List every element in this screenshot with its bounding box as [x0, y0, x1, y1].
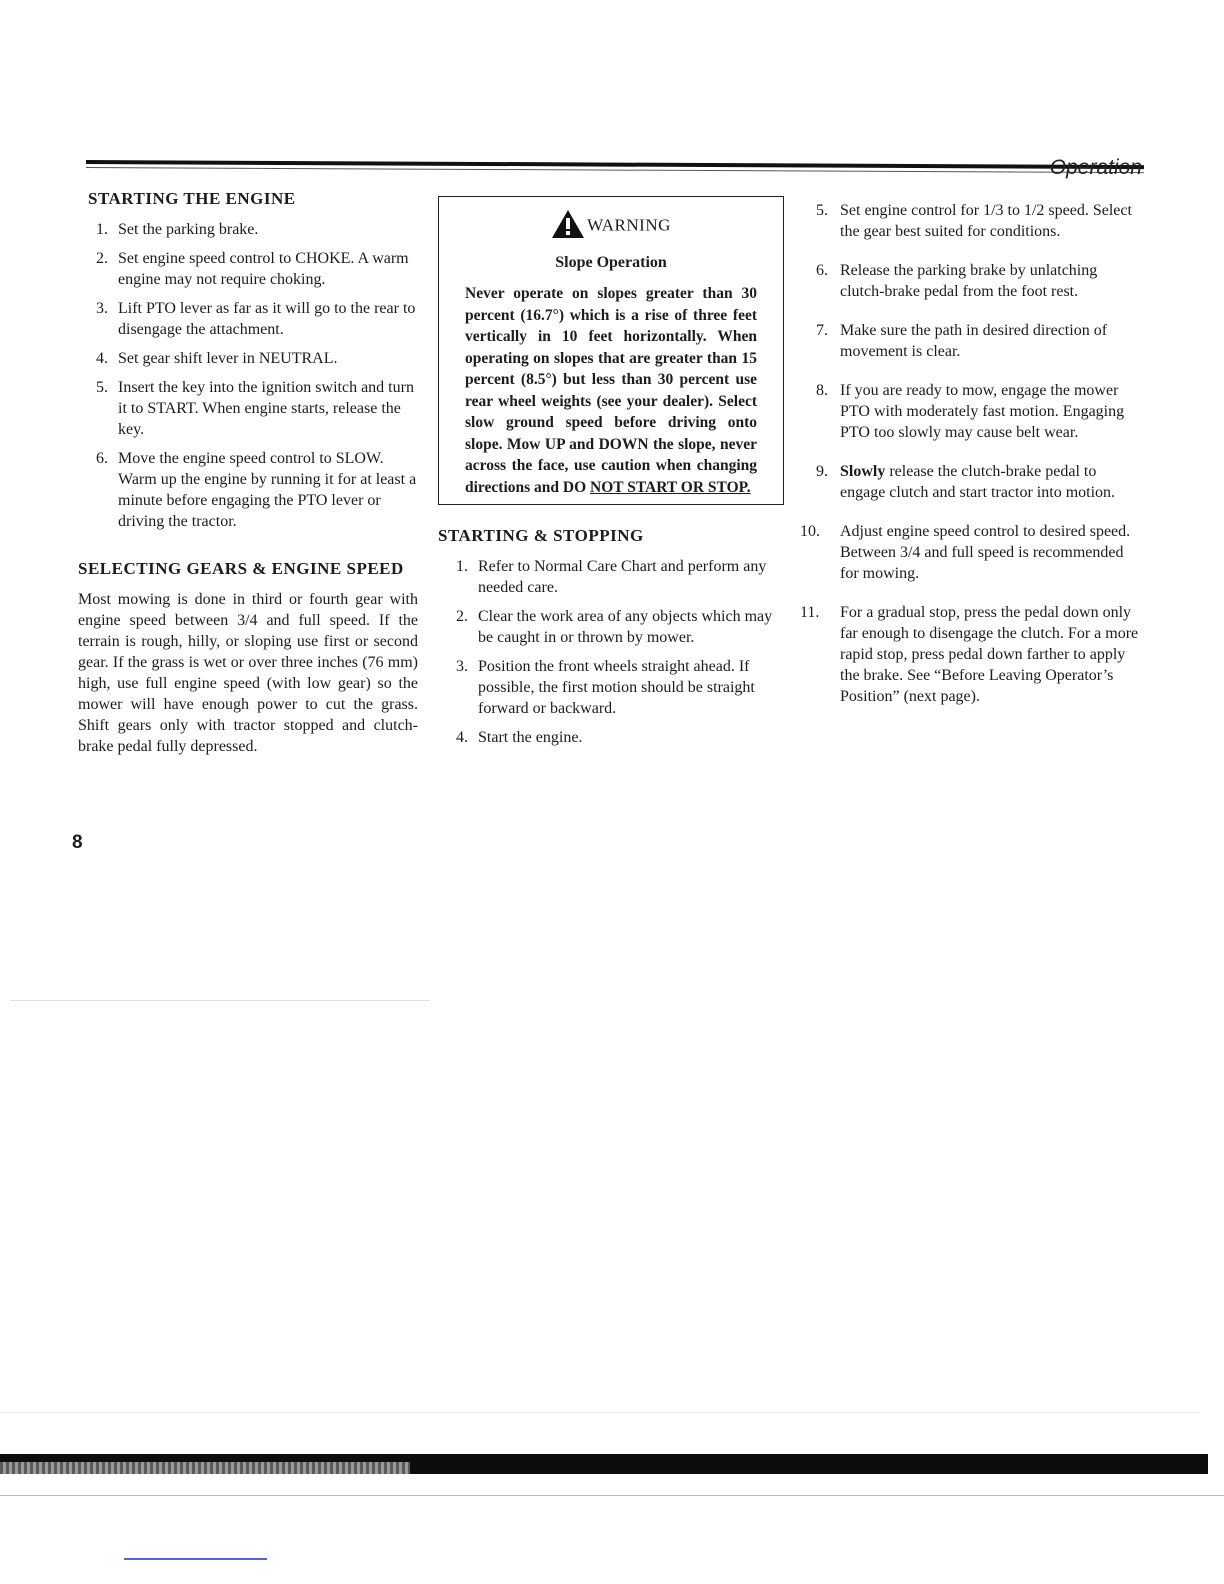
- starting-engine-steps: [78, 219, 418, 532]
- selecting-gears-body: Most mowing is done in third or fourth gear with engine speed between 3/4 and full speed. If the terrain is rough, hilly, or sloping use first or second gear. If the grass is wet or over three inches (76 mm) high, use full engine speed (with low gear) so the mower will have enough power to cut the grass. Shift gears only with tractor stopped and clutch-brake pedal fully depressed.: [78, 591, 418, 755]
- step-number: 8.: [816, 382, 828, 399]
- selecting-gears-heading: SELECTING GEARS & ENGINE SPEED: [78, 559, 404, 578]
- warning-text: Never operate on slopes greater than 30 percent (16.7°) which is a rise of three feet vertically in 10 feet horizontally. When operating on slopes that are greater than 15 percent (8.5°) but less than 30 percent use rear wheel weights (see your dealer). Select slow ground speed before driving onto slope. Mow UP and DOWN the slope, never across the face, use caution when changing directions and DO: [465, 285, 757, 496]
- list-item: [78, 219, 418, 240]
- page-number: 8: [72, 832, 83, 853]
- step-text: Clear the work area of any objects which may be caught in or thrown by mower.: [478, 608, 773, 646]
- starting-stopping-heading: STARTING & STOPPING: [438, 526, 644, 545]
- step-text: Set engine control for 1/3 to 1/2 speed. Select the gear best suited for conditions.: [840, 202, 1132, 240]
- step-text: If you are ready to mow, engage the mower PTO with moderately fast motion. Engaging PTO too slowly may cause belt wear.: [840, 382, 1125, 441]
- list-item: [798, 200, 1140, 242]
- list-item: [78, 377, 418, 440]
- footer-bar-texture: [0, 1462, 410, 1474]
- step-number: 2.: [456, 608, 468, 625]
- warning-box: [438, 196, 784, 505]
- step-text: Release the parking brake by unlatching clutch-brake pedal from the foot rest.: [840, 262, 1098, 300]
- step-number: 1.: [96, 221, 108, 238]
- list-item: [798, 521, 1140, 584]
- step-number: 3.: [96, 300, 108, 317]
- step-text: Move the engine speed control to SLOW. Warm up the engine by running it for at least a minute before engaging the PTO lever or driving the tractor.: [118, 450, 417, 530]
- warning-body: [465, 283, 757, 498]
- list-item: [78, 248, 418, 290]
- warning-emphasis: NOT START OR STOP.: [590, 478, 751, 496]
- step-number: 11.: [800, 604, 820, 621]
- step-text: Insert the key into the ignition switch and turn it to START. When engine starts, release the key.: [118, 379, 414, 438]
- list-item: [438, 727, 784, 748]
- warning-subheading: Slope Operation: [555, 254, 667, 271]
- step-text: Refer to Normal Care Chart and perform any needed care.: [478, 558, 767, 596]
- list-item: [78, 298, 418, 340]
- step-number: 4.: [96, 350, 108, 367]
- step-text: Position the front wheels straight ahead. If possible, the first motion should be straight forward or backward.: [478, 658, 755, 717]
- step-text: Set gear shift lever in NEUTRAL.: [118, 350, 338, 367]
- step-text: Set engine speed control to CHOKE. A warm engine may not require choking.: [118, 250, 409, 288]
- list-item: [78, 448, 418, 532]
- step-number: 5.: [816, 202, 828, 219]
- step-text: Start the engine.: [478, 729, 583, 746]
- list-item: [438, 606, 784, 648]
- warning-heading: WARNING: [587, 215, 671, 235]
- step-number: 2.: [96, 250, 108, 267]
- column-right: [798, 200, 1140, 725]
- scan-noise: [0, 1412, 1200, 1413]
- step-text: release the clutch-brake pedal to engage clutch and start tractor into motion.: [840, 463, 1116, 501]
- link-underline: [124, 1558, 267, 1560]
- step-number: 6.: [96, 450, 108, 467]
- step-number: 3.: [456, 658, 468, 675]
- warning-triangle-icon: [551, 209, 585, 244]
- step-text: For a gradual stop, press the pedal down only far enough to disengage the clutch. For a more rapid stop, press pedal down farther to apply the brake. See “Before Leaving Operator’s Position” (next page).: [840, 604, 1139, 705]
- step-number: 7.: [816, 322, 828, 339]
- step-text: Adjust engine speed control to desired speed. Between 3/4 and full speed is recommended for mowing.: [840, 523, 1131, 582]
- starting-stopping-steps: [438, 556, 784, 748]
- list-item: [798, 602, 1140, 707]
- step-number: 10.: [800, 523, 820, 540]
- list-item: [438, 556, 784, 598]
- step-number: 4.: [456, 729, 468, 746]
- list-item: [798, 260, 1140, 302]
- list-item: [78, 348, 418, 369]
- continued-steps: [798, 200, 1140, 707]
- step-number: 1.: [456, 558, 468, 575]
- step-number: 5.: [96, 379, 108, 396]
- column-middle: [438, 196, 784, 756]
- step-text: Lift PTO lever as far as it will go to the rear to disengage the attachment.: [118, 300, 416, 338]
- footer-rule: [0, 1495, 1224, 1496]
- list-item: [798, 380, 1140, 443]
- step-text: Make sure the path in desired direction of movement is clear.: [840, 322, 1108, 360]
- starting-engine-heading: STARTING THE ENGINE: [88, 189, 296, 208]
- list-item: [798, 461, 1140, 503]
- step-emphasis: Slowly: [840, 463, 886, 480]
- warning-heading-row: [465, 209, 757, 244]
- section-title: Operation: [1049, 156, 1142, 179]
- step-number: 9.: [816, 463, 828, 480]
- step-text: Set the parking brake.: [118, 221, 259, 238]
- scan-noise: [10, 1000, 430, 1001]
- column-left: [78, 188, 418, 757]
- list-item: [438, 656, 784, 719]
- list-item: [798, 320, 1140, 362]
- step-number: 6.: [816, 262, 828, 279]
